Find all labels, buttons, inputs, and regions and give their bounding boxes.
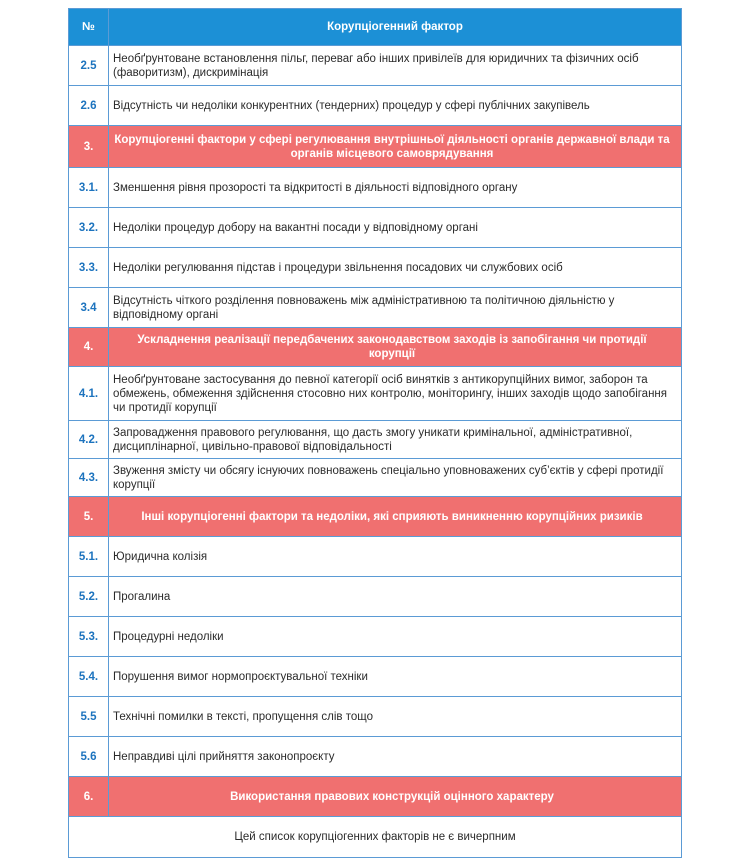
factor-text: Запровадження правового регулювання, що дасть змогу уникати кримінальної, адміністративної, дисциплінарної, цивільно-правової відповідальності bbox=[109, 421, 682, 459]
factor-row bbox=[69, 459, 682, 497]
factor-row bbox=[69, 288, 682, 328]
factor-number: 3.4 bbox=[69, 288, 109, 328]
corruption-factors-table bbox=[68, 8, 682, 858]
factor-text: Прогалина bbox=[109, 577, 682, 617]
section-number: 6. bbox=[69, 777, 109, 817]
section-title: Використання правових конструкцій оцінного характеру bbox=[109, 777, 682, 817]
section-number: 5. bbox=[69, 497, 109, 537]
factor-text: Необґрунтоване застосування до певної категорії осіб винятків з антикорупційних вимог, заборон та обмежень, обмеження здійснення стосовно них контролю, моніторингу, інших заходів щодо запобігання чи протидії корупції bbox=[109, 367, 682, 421]
section-title: Інші корупціогенні фактори та недоліки, які сприяють виникненню корупційних ризиків bbox=[109, 497, 682, 537]
factor-row bbox=[69, 537, 682, 577]
factor-number: 5.1. bbox=[69, 537, 109, 577]
footer-note: Цей список корупціогенних факторів не є вичерпним bbox=[69, 817, 682, 858]
factor-row bbox=[69, 697, 682, 737]
header-factor: Корупціогенний фактор bbox=[109, 9, 682, 46]
factor-text: Технічні помилки в тексті, пропущення слів тощо bbox=[109, 697, 682, 737]
factor-number: 5.5 bbox=[69, 697, 109, 737]
factor-text: Зменшення рівня прозорості та відкритості в діяльності відповідного органу bbox=[109, 168, 682, 208]
factor-row bbox=[69, 617, 682, 657]
table-header-row bbox=[69, 9, 682, 46]
factor-row bbox=[69, 367, 682, 421]
footer-row bbox=[69, 817, 682, 858]
factor-row bbox=[69, 657, 682, 697]
factor-text: Відсутність чіткого розділення повноважень між адміністративною та політичною діяльністю у відповідному органі bbox=[109, 288, 682, 328]
factor-text: Порушення вимог нормопроєктувальної техніки bbox=[109, 657, 682, 697]
factor-number: 4.2. bbox=[69, 421, 109, 459]
header-num: № bbox=[69, 9, 109, 46]
factor-number: 3.3. bbox=[69, 248, 109, 288]
factor-text: Недоліки регулювання підстав і процедури звільнення посадових чи службових осіб bbox=[109, 248, 682, 288]
factor-text: Неправдиві цілі прийняття законопроєкту bbox=[109, 737, 682, 777]
section-header-row bbox=[69, 777, 682, 817]
factor-row bbox=[69, 168, 682, 208]
factor-row bbox=[69, 577, 682, 617]
factor-text: Процедурні недоліки bbox=[109, 617, 682, 657]
factor-row bbox=[69, 86, 682, 126]
factor-text: Юридична колізія bbox=[109, 537, 682, 577]
factor-row bbox=[69, 46, 682, 86]
section-number: 4. bbox=[69, 328, 109, 367]
factor-row bbox=[69, 208, 682, 248]
factor-number: 5.4. bbox=[69, 657, 109, 697]
factor-text: Недоліки процедур добору на вакантні посади у відповідному органі bbox=[109, 208, 682, 248]
section-title: Ускладнення реалізації передбачених законодавством заходів із запобігання чи протидії корупції bbox=[109, 328, 682, 367]
section-header-row bbox=[69, 126, 682, 168]
section-title: Корупціогенні фактори у сфері регулювання внутрішньої діяльності органів державної влади та органів місцевого самоврядування bbox=[109, 126, 682, 168]
factor-row bbox=[69, 248, 682, 288]
section-header-row bbox=[69, 328, 682, 367]
factor-number: 4.1. bbox=[69, 367, 109, 421]
factor-number: 2.5 bbox=[69, 46, 109, 86]
factor-number: 5.2. bbox=[69, 577, 109, 617]
factor-row bbox=[69, 421, 682, 459]
factor-number: 3.2. bbox=[69, 208, 109, 248]
factor-number: 2.6 bbox=[69, 86, 109, 126]
factor-number: 4.3. bbox=[69, 459, 109, 497]
factor-number: 5.6 bbox=[69, 737, 109, 777]
factor-text: Необґрунтоване встановлення пільг, переваг або інших привілеїв для юридичних та фізичних осіб (фаворитизм), дискримінація bbox=[109, 46, 682, 86]
section-header-row bbox=[69, 497, 682, 537]
factor-text: Відсутність чи недоліки конкурентних (тендерних) процедур у сфері публічних закупівель bbox=[109, 86, 682, 126]
factor-row bbox=[69, 737, 682, 777]
factor-number: 5.3. bbox=[69, 617, 109, 657]
factor-text: Звуження змісту чи обсягу існуючих повноважень спеціально уповноважених суб’єктів у сфері протидії корупції bbox=[109, 459, 682, 497]
factor-number: 3.1. bbox=[69, 168, 109, 208]
section-number: 3. bbox=[69, 126, 109, 168]
